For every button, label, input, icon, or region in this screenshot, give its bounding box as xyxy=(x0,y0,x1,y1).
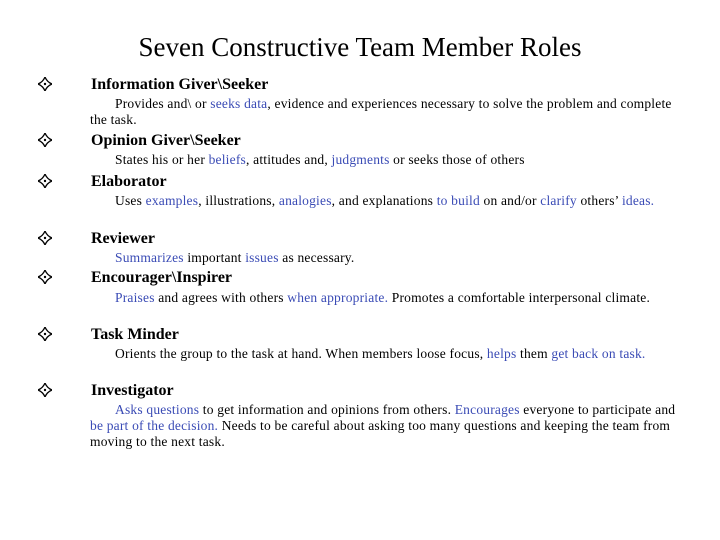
desc-segment: , and explanations xyxy=(331,193,437,208)
desc-segment-highlight: get back on task. xyxy=(551,346,646,361)
desc-segment-highlight: Asks questions xyxy=(115,402,200,417)
role-heading: Elaborator xyxy=(91,173,167,190)
four-petal-diamond-bullet-icon xyxy=(38,77,52,91)
desc-segment: , illustrations, xyxy=(198,193,279,208)
desc-segment: , attitudes and, xyxy=(245,152,332,167)
desc-segment: Promotes a comfortable interpersonal climate. xyxy=(388,290,651,305)
four-petal-diamond-bullet-icon xyxy=(38,231,52,245)
desc-segment-highlight: seeks data xyxy=(210,96,268,111)
four-petal-diamond-bullet-icon xyxy=(38,133,52,147)
desc-segment: and agrees with others xyxy=(154,290,288,305)
role-heading: Reviewer xyxy=(91,230,155,247)
role-description xyxy=(90,346,690,362)
desc-segment: everyone to participate and xyxy=(519,402,676,417)
desc-segment-highlight: Praises xyxy=(115,290,155,305)
desc-segment-highlight: be part of the decision. xyxy=(90,418,219,433)
desc-segment-highlight: ideas. xyxy=(621,193,655,208)
desc-segment: to get information and opinions from others. xyxy=(199,402,455,417)
desc-segment-highlight: when appropriate. xyxy=(287,290,389,305)
desc-segment: Uses xyxy=(115,193,146,208)
desc-segment: them xyxy=(516,346,552,361)
role-heading: Opinion Giver\Seeker xyxy=(91,132,241,149)
desc-segment-highlight: Encourages xyxy=(454,402,520,417)
desc-segment: important xyxy=(183,250,246,265)
role-description xyxy=(90,402,690,450)
desc-segment: Needs to be careful about asking too many questions and keeping the team from moving to the next task. xyxy=(90,418,671,449)
desc-segment: , evidence and experiences necessary to solve the problem and complete the task. xyxy=(90,96,672,127)
desc-segment-highlight: judgments xyxy=(331,152,390,167)
role-description xyxy=(90,250,690,266)
page-title: Seven Constructive Team Member Roles xyxy=(138,32,582,62)
desc-segment: States his or her xyxy=(115,152,209,167)
role-description xyxy=(90,193,690,209)
role-description xyxy=(90,152,690,168)
role-description xyxy=(90,290,690,306)
desc-segment-highlight: clarify xyxy=(540,193,577,208)
desc-segment-highlight: examples xyxy=(145,193,199,208)
desc-segment-highlight: Summarizes xyxy=(115,250,184,265)
four-petal-diamond-bullet-icon xyxy=(38,270,52,284)
four-petal-diamond-bullet-icon xyxy=(38,174,52,188)
desc-segment: on and/or xyxy=(479,193,541,208)
role-heading: Investigator xyxy=(91,382,174,399)
four-petal-diamond-bullet-icon xyxy=(38,327,52,341)
role-description xyxy=(90,96,690,128)
desc-segment-highlight: beliefs xyxy=(208,152,246,167)
desc-segment-highlight: issues xyxy=(245,250,279,265)
role-heading: Task Minder xyxy=(91,326,179,343)
desc-segment-highlight: helps xyxy=(486,346,517,361)
role-heading: Information Giver\Seeker xyxy=(91,76,269,93)
role-heading: Encourager\Inspirer xyxy=(91,269,233,286)
desc-segment-highlight: analogies xyxy=(278,193,332,208)
desc-segment: others’ xyxy=(576,193,622,208)
desc-segment: or seeks those of others xyxy=(389,152,525,167)
desc-segment: Provides and\ or xyxy=(115,96,211,111)
desc-segment: as necessary. xyxy=(278,250,355,265)
desc-segment: Orients the group to the task at hand. When members loose focus, xyxy=(115,346,487,361)
desc-segment-highlight: to build xyxy=(436,193,480,208)
four-petal-diamond-bullet-icon xyxy=(38,383,52,397)
